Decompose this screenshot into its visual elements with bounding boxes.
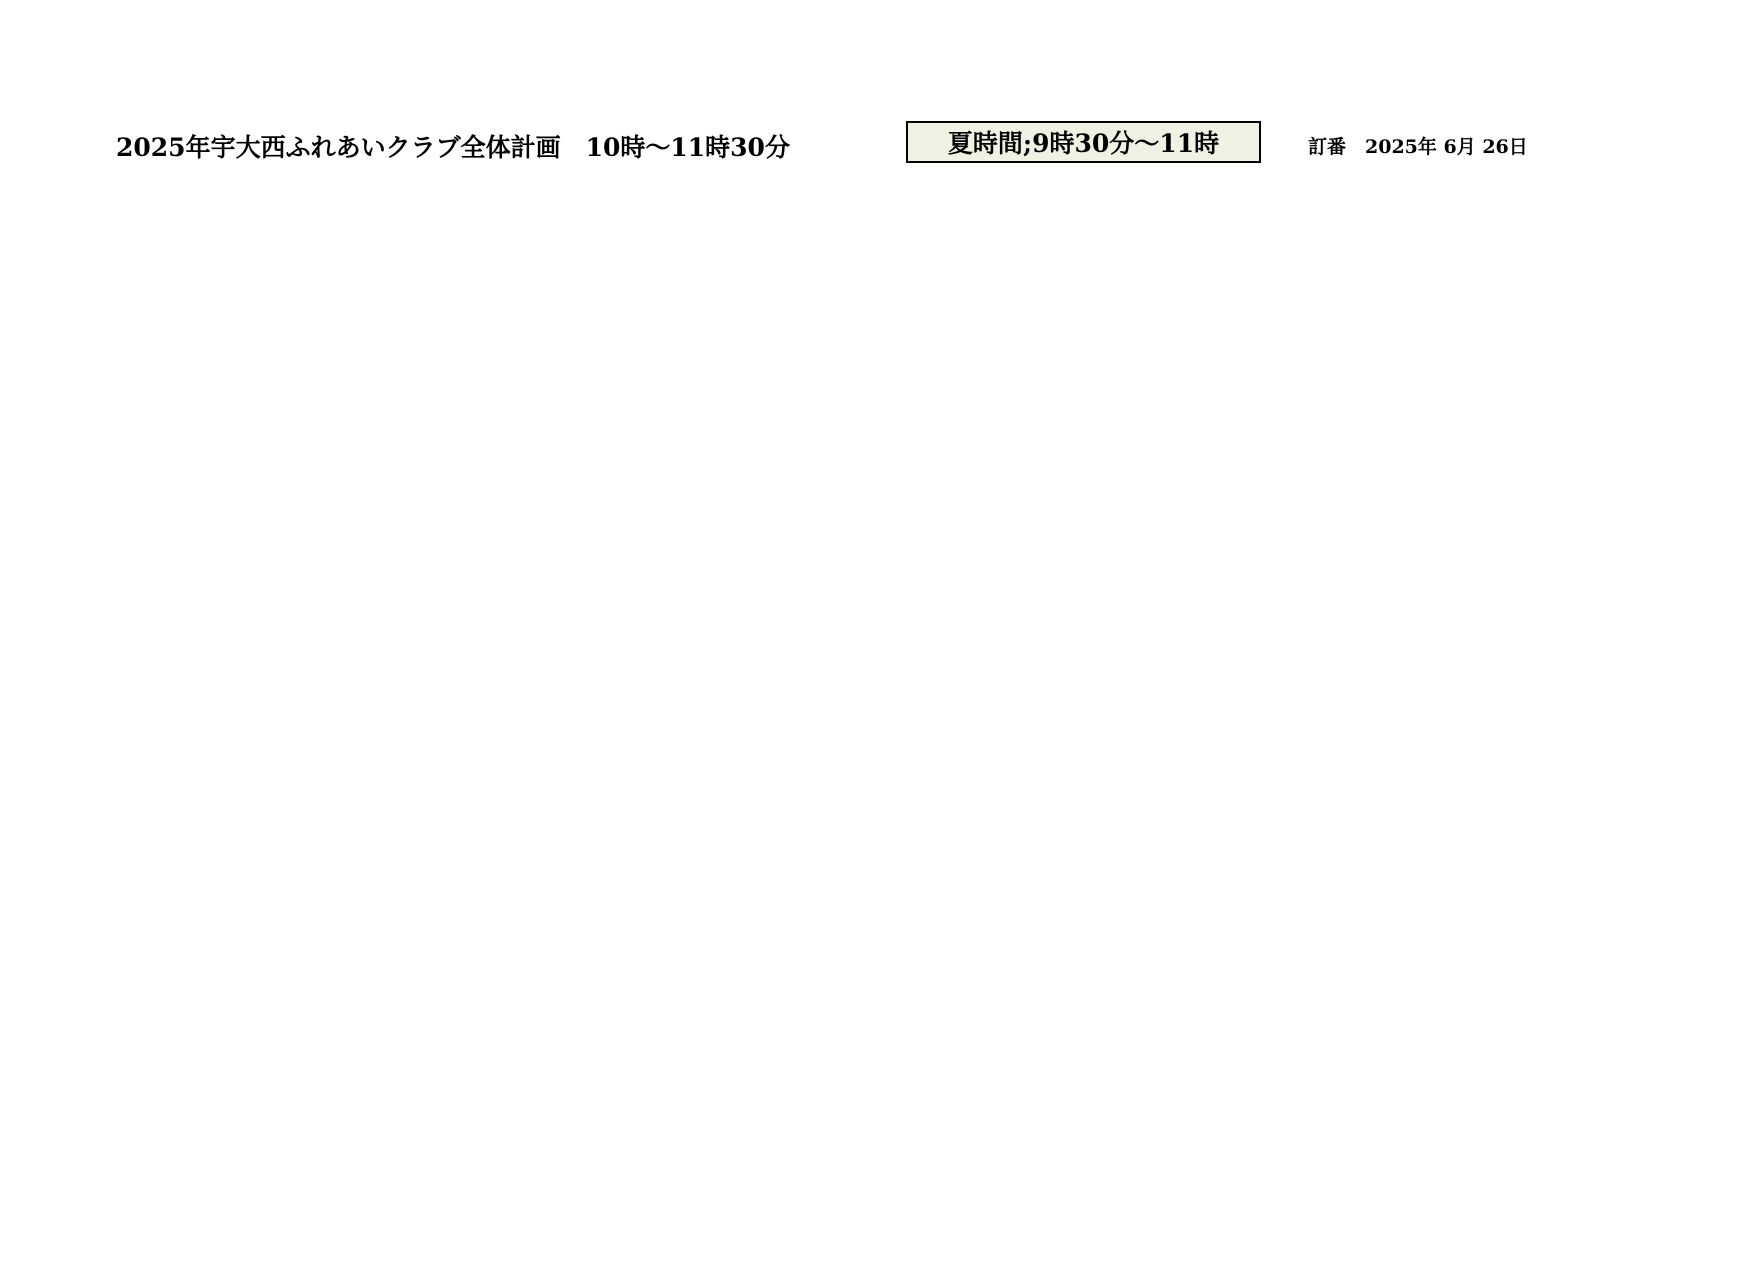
plan-table: [110, 166, 1570, 1113]
page-title: 2025年宇大西ふれあいクラブ全体計画 10時～11時30分: [116, 133, 790, 162]
revision-date: 訂番 2025年 6月 26日: [1308, 136, 1528, 158]
summer-time-box: 夏時間;9時30分～11時: [906, 121, 1261, 163]
